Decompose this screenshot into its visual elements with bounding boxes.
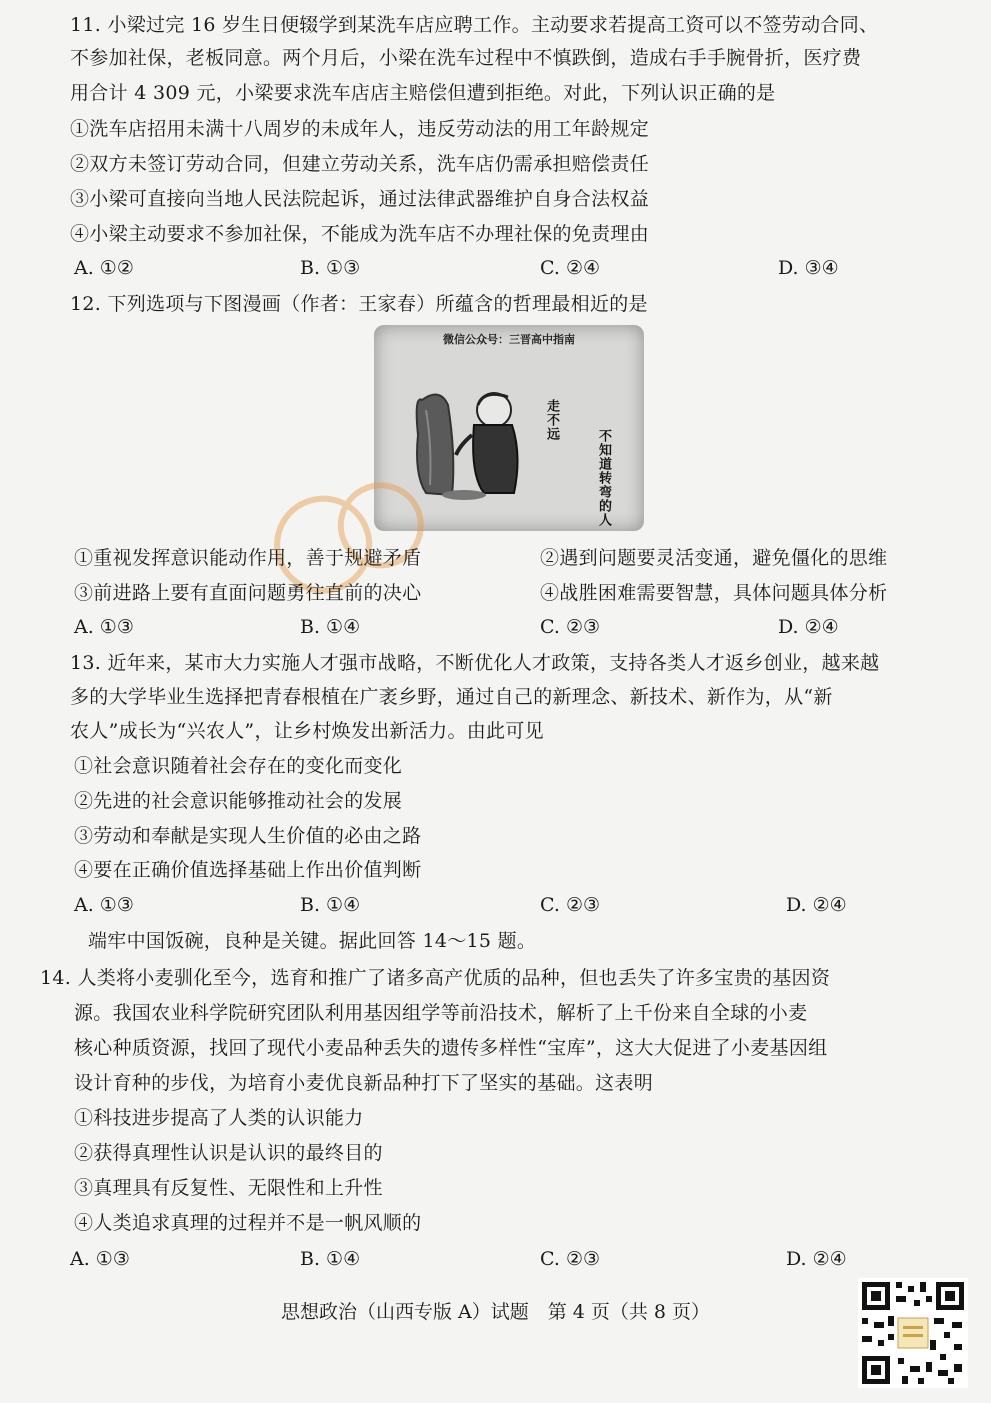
q14-item-4: ④人类追求真理的过程并不是一帆风顺的 [74,1212,422,1234]
q14-line-1: 14. 人类将小麦驯化至今，选育和推广了诸多高产优质的品种，但也丢失了许多宝贵的基因资 [40,967,831,989]
q13-line-2: 多的大学毕业生选择把青春根植在广袤乡野，通过自己的新理念、新技术、新作为，从“新 [70,686,833,708]
q12-item-1: ①重视发挥意识能动作用，善于规避矛盾 [74,547,422,569]
page-footer: 思想政治（山西专版 A）试题 第 4 页（共 8 页） [280,1301,711,1323]
q12-item-3: ③前进路上要有直面问题勇往直前的决心 [74,582,422,604]
q14-line-2: 源。我国农业科学院研究团队利用基因组学等前沿技术，解析了上千份来自全球的小麦 [74,1002,808,1024]
q14-line-4: 设计育种的步伐，为培育小麦优良新品种打下了坚实的基础。这表明 [74,1072,654,1094]
q12-option-a[interactable]: A. ①③ [74,616,134,638]
q13-line-1: 13. 近年来，某市大力实施人才强市战略，不断优化人才政策，支持各类人才返乡创业，越来越 [70,652,880,674]
cartoon-watermark: 微信公众号：三晋高中指南 [443,333,575,346]
q11-line-1: 11. 小梁过完 16 岁生日便辍学到某洗车店应聘工作。主动要求若提高工资可以不签劳动合同、 [70,14,879,36]
q12-item-4: ④战胜困难需要智慧，具体问题具体分析 [540,582,888,604]
q12-option-d[interactable]: D. ②④ [778,616,839,638]
q14-option-b[interactable]: B. ①④ [300,1248,361,1270]
q11-item-3: ③小梁可直接向当地人民法院起诉，通过法律武器维护自身合法权益 [70,188,650,210]
q11-line-2: 不参加社保，老板同意。两个月后，小梁在洗车过程中不慎跌倒，造成右手手腕骨折，医疗费 [70,47,862,69]
q11-item-1: ①洗车店招用未满十八周岁的未成年人，违反劳动法的用工年龄规定 [70,118,650,140]
q13-option-b[interactable]: B. ①④ [300,894,361,916]
q12-stem: 12. 下列选项与下图漫画（作者：王家春）所蕴含的哲理最相近的是 [70,293,648,315]
cartoon-caption-left: 走不远 [544,399,559,441]
q13-option-a[interactable]: A. ①③ [74,894,134,916]
section-intro: 端牢中国饭碗，良种是关键。据此回答 14～15 题。 [88,930,537,952]
q14-item-1: ①科技进步提高了人类的认识能力 [74,1107,364,1129]
qr-code-icon[interactable] [858,1278,968,1388]
q14-item-2: ②获得真理性认识是认识的最终目的 [74,1142,383,1164]
q14-line-3: 核心种质资源，找回了现代小麦品种丢失的遗传多样性“宝库”，这大大促进了小麦基因组 [74,1037,828,1059]
q13-item-4: ④要在正确价值选择基础上作出价值判断 [74,859,422,881]
q11-option-a[interactable]: A. ①② [74,257,134,279]
q11-option-d[interactable]: D. ③④ [778,257,839,279]
cartoon-caption-right: 不知道转弯的人 [596,429,611,527]
q11-option-c[interactable]: C. ②④ [540,257,601,279]
q11-line-3: 用合计 4 309 元，小梁要求洗车店店主赔偿但遭到拒绝。对此，下列认识正确的是 [70,82,776,104]
q13-line-3: 农人”成长为“兴农人”，让乡村焕发出新活力。由此可见 [70,720,544,742]
q11-item-4: ④小梁主动要求不参加社保，不能成为洗车店不办理社保的免责理由 [70,223,650,245]
q12-item-2: ②遇到问题要灵活变通，避免僵化的思维 [540,547,888,569]
q14-item-3: ③真理具有反复性、无限性和上升性 [74,1177,383,1199]
q14-option-c[interactable]: C. ②③ [540,1248,601,1270]
q13-option-d[interactable]: D. ②④ [786,894,847,916]
q14-option-d[interactable]: D. ②④ [786,1248,847,1270]
q12-option-c[interactable]: C. ②③ [540,616,601,638]
q11-option-b[interactable]: B. ①③ [300,257,361,279]
q13-item-2: ②先进的社会意识能够推动社会的发展 [74,790,403,812]
q11-item-2: ②双方未签订劳动合同，但建立劳动关系，洗车店仍需承担赔偿责任 [70,153,650,175]
q13-item-3: ③劳动和奉献是实现人生价值的必由之路 [74,825,422,847]
q14-option-a[interactable]: A. ①③ [70,1248,130,1270]
q13-option-c[interactable]: C. ②③ [540,894,601,916]
q13-item-1: ①社会意识随着社会存在的变化而变化 [74,755,403,777]
q12-option-b[interactable]: B. ①④ [300,616,361,638]
